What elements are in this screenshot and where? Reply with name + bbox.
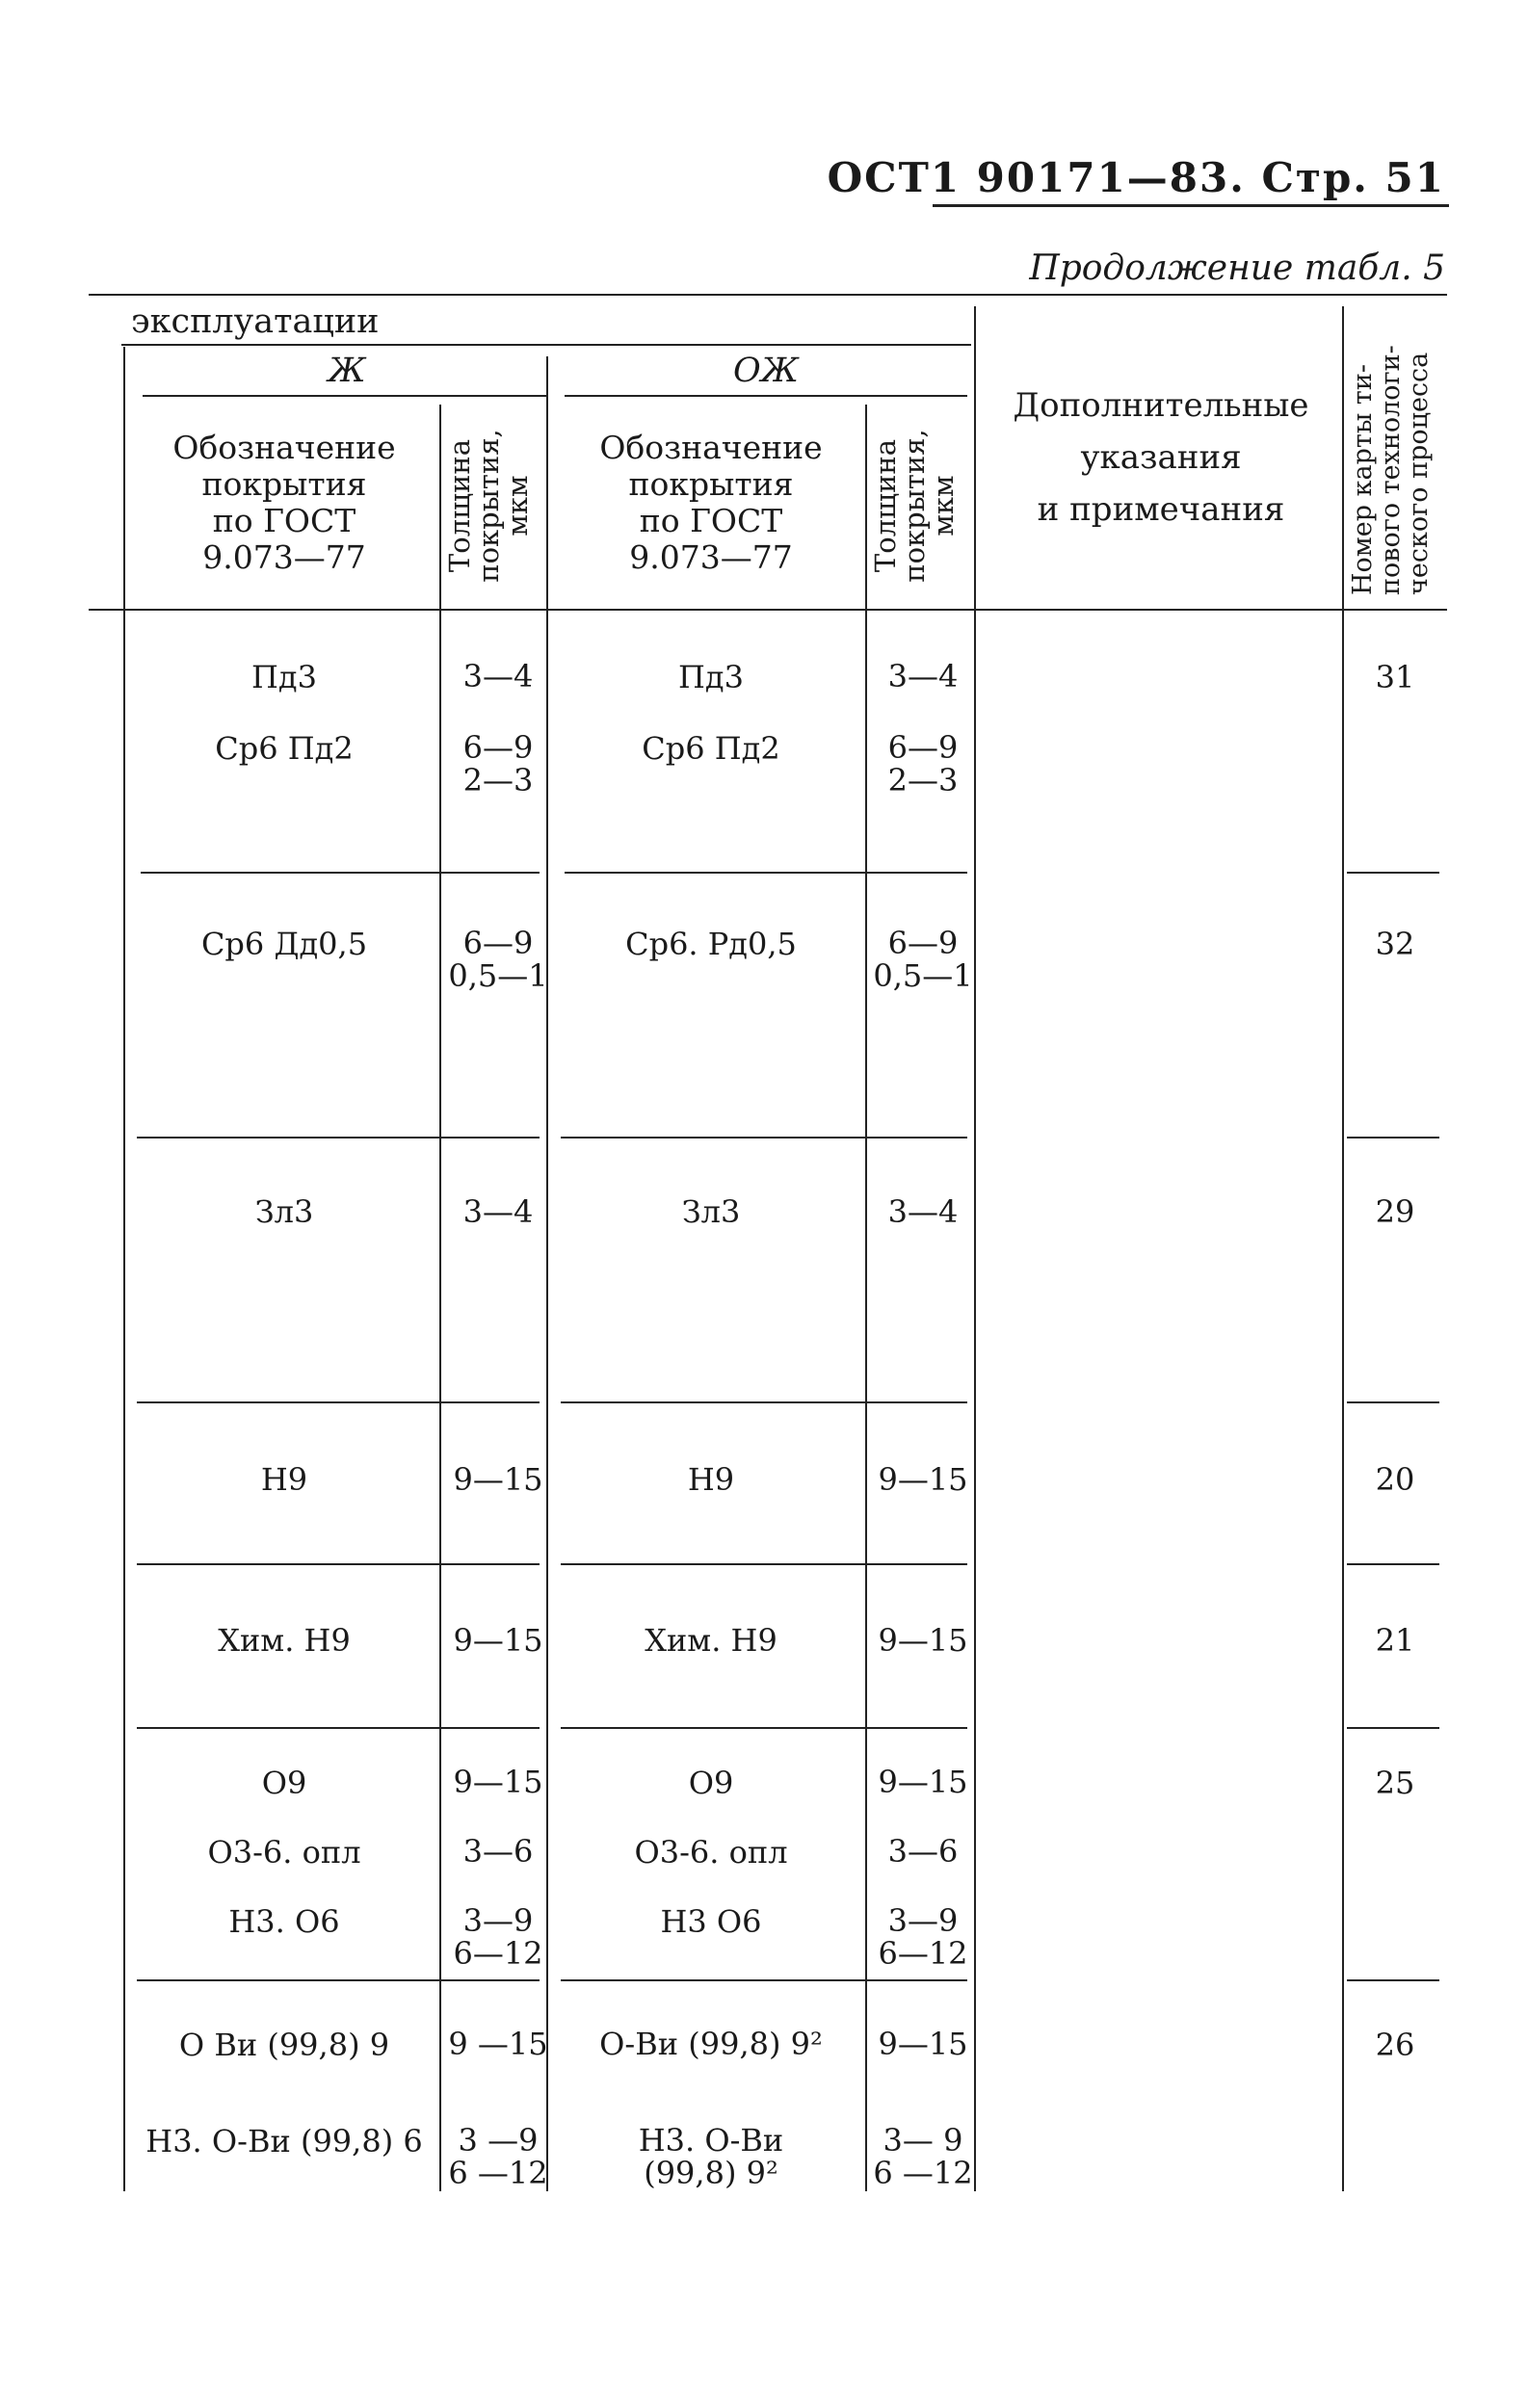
card-number-cell: 31 (1375, 659, 1415, 695)
row-separator (137, 1979, 540, 1981)
ozh-designation-cell: Пд3 Ср6 Пд2 (642, 659, 780, 767)
ozh-thickness-cell: 9—15 3—6 3—9 6—12 (878, 1764, 968, 1972)
row-separator (137, 1401, 540, 1403)
card-left-border (1342, 306, 1344, 2191)
subgroup-rule-ozh (565, 395, 967, 397)
row-separator (137, 1563, 540, 1565)
zh-thickness-cell: 3—4 (462, 1193, 534, 1230)
ozh-thickness-cell: 6—9 0,5—1 (873, 925, 973, 994)
ozh-thickness-cell: 9—15 (878, 1461, 968, 1498)
card-number-cell: 29 (1375, 1193, 1415, 1230)
row-separator (1347, 1727, 1439, 1729)
zh-designation-cell: О9 О3-6. опл Н3. О6 (207, 1765, 361, 1940)
card-number-cell: 21 (1375, 1622, 1415, 1659)
ozh-designation-cell: Ср6. Рд0,5 (625, 926, 797, 962)
table-top-rule (89, 294, 1447, 296)
row-separator (137, 1137, 540, 1139)
column-header-thickness-ozh: Толщина покрытия, мкм (869, 429, 960, 583)
zh-designation-cell: Зл3 (254, 1193, 314, 1230)
ozh-thickness-cell: 9—15 3— 9 6 —12 (873, 2026, 973, 2191)
table-continuation-label: Продолжение табл. 5 (1029, 249, 1445, 288)
zh-thickness-cell: 9 —15 3 —9 6 —12 (448, 2026, 548, 2191)
card-number-cell: 20 (1375, 1461, 1415, 1498)
row-separator (137, 1727, 540, 1729)
row-separator (561, 1401, 967, 1403)
zh-designation-cell: Пд3 Ср6 Пд2 (215, 659, 354, 767)
ozh-designation-cell: О-Ви (99,8) 9² Н3. О-Ви (99,8) 9² (599, 2026, 823, 2191)
row-separator (1347, 872, 1439, 874)
group-header-exploitation: эксплуатации (131, 302, 380, 341)
ozh-designation-cell: О9 О3-6. опл Н3 О6 (634, 1765, 788, 1940)
ozh-designation-cell: Хим. Н9 (645, 1622, 777, 1659)
card-number-cell: 32 (1375, 926, 1415, 962)
zh-thickness-cell: 9—15 (453, 1622, 543, 1659)
ozh-thickness-cell: 3—4 6—9 2—3 (887, 658, 959, 798)
card-number-cell: 26 (1375, 2027, 1415, 2063)
ozh-thickness-cell: 3—4 (887, 1193, 959, 1230)
card-number-cell: 25 (1375, 1765, 1415, 1801)
header-bottom-rule (89, 609, 1447, 611)
column-header-designation-zh: Обозначение покрытия по ГОСТ 9.073—77 (172, 429, 396, 576)
zh-thickness-cell: 9—15 3—6 3—9 6—12 (453, 1764, 543, 1972)
column-header-notes: Дополнительные указания и примечания (1013, 386, 1309, 529)
subgroup-header-zh: Ж (328, 352, 366, 390)
row-separator (1347, 1401, 1439, 1403)
subgroup-header-ozh: ОЖ (732, 352, 800, 390)
ozh-thickness-cell: 9—15 (878, 1622, 968, 1659)
group-header-rule (121, 344, 971, 346)
column-header-thickness-zh: Толщина покрытия, мкм (443, 429, 534, 583)
column-header-designation-ozh: Обозначение покрытия по ГОСТ 9.073—77 (599, 429, 823, 576)
zh-designation-cell: Ср6 Дд0,5 (200, 926, 368, 962)
row-separator (561, 1727, 967, 1729)
row-separator (561, 1137, 967, 1139)
zh-designation-cell: О Ви (99,8) 9 Н3. О-Ви (99,8) 6 (145, 2027, 423, 2159)
column-header-card-number: Номер карты ти- пового технологи- ческого процесса (1348, 345, 1434, 595)
zh-thickness-cell: 3—4 6—9 2—3 (462, 658, 534, 798)
zh-designation-cell: Н9 (260, 1461, 308, 1498)
designation-thickness-divider-2 (865, 405, 867, 2191)
row-separator (561, 1979, 967, 1981)
ozh-designation-cell: Зл3 (681, 1193, 741, 1230)
row-separator (565, 872, 967, 874)
row-separator (561, 1563, 967, 1565)
zh-designation-cell: Хим. Н9 (218, 1622, 351, 1659)
document-title: ОСТ1 90171—83. Стр. 51 (827, 154, 1445, 201)
row-separator (1347, 1563, 1439, 1565)
title-underline (933, 204, 1449, 207)
row-separator (141, 872, 540, 874)
zh-thickness-cell: 9—15 (453, 1461, 543, 1498)
zh-thickness-cell: 6—9 0,5—1 (448, 925, 548, 994)
subgroup-rule-zh (143, 395, 547, 397)
ozh-designation-cell: Н9 (687, 1461, 735, 1498)
row-separator (1347, 1137, 1439, 1139)
row-separator (1347, 1979, 1439, 1981)
